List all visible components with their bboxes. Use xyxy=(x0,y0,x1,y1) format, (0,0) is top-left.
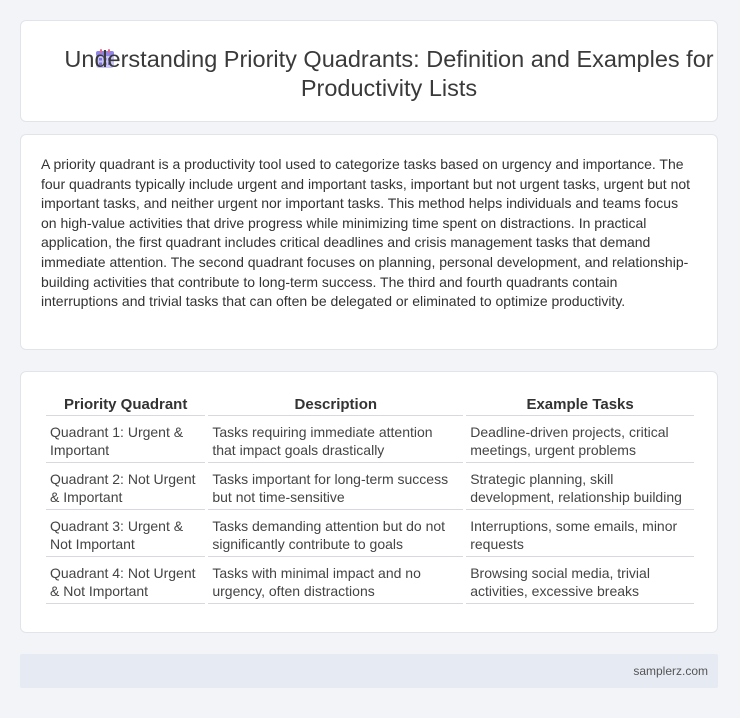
intro-paragraph: A priority quadrant is a productivity tool used to categorize tasks based on urgency and importance. The four quadrants typically include urgent and important tasks, important but not urgent tasks, urgent but not important tasks, and neither urgent nor important tasks. This method helps individuals and teams focus on high-value activities that drive progress while minimizing time spent on distractions. In practical application, the first quadrant includes critical deadlines and crisis management tasks that demand immediate attention. The second quadrant focuses on planning, personal development, and relationship-building activities that contribute to long-term success. The third and fourth quadrants contain interruptions and trivial tasks that can often be delegated or eliminated to optimize productivity. xyxy=(41,156,691,310)
description-cell: Tasks with minimal impact and no urgency, often distractions xyxy=(208,557,463,604)
header-priority-quadrant: Priority Quadrant xyxy=(46,392,205,416)
quadrant-cell: Quadrant 3: Urgent & Not Important xyxy=(46,510,205,557)
examples-cell: Interruptions, some emails, minor requests xyxy=(466,510,694,557)
quadrant-cell: Quadrant 1: Urgent & Important xyxy=(46,416,205,463)
description-cell: Tasks requiring immediate attention that impact goals drastically xyxy=(208,416,463,463)
examples-cell: Strategic planning, skill development, relationship building xyxy=(466,463,694,510)
table-card xyxy=(20,371,718,633)
table-header-row xyxy=(46,392,694,416)
footer-bar xyxy=(20,654,718,688)
table-row xyxy=(46,463,694,510)
table-row xyxy=(46,510,694,557)
quadrant-table xyxy=(43,392,697,604)
quadrant-cell: Quadrant 4: Not Urgent & Not Important xyxy=(46,557,205,604)
table-row xyxy=(46,557,694,604)
quadrant-cell: Quadrant 2: Not Urgent & Important xyxy=(46,463,205,510)
description-cell: Tasks important for long-term success but not time-sensitive xyxy=(208,463,463,510)
header-example-tasks: Example Tasks xyxy=(466,392,694,416)
examples-cell: Deadline-driven projects, critical meetings, urgent problems xyxy=(466,416,694,463)
page-title: Understanding Priority Quadrants: Definition and Examples for Productivity Lists xyxy=(64,46,714,101)
footer-site-link[interactable]: samplerz.com xyxy=(633,664,708,678)
examples-cell: Browsing social media, trivial activities, excessive breaks xyxy=(466,557,694,604)
header-description: Description xyxy=(208,392,463,416)
intro-card xyxy=(20,134,718,350)
title-card xyxy=(20,20,718,122)
description-cell: Tasks demanding attention but do not significantly contribute to goals xyxy=(208,510,463,557)
table-row xyxy=(46,416,694,463)
